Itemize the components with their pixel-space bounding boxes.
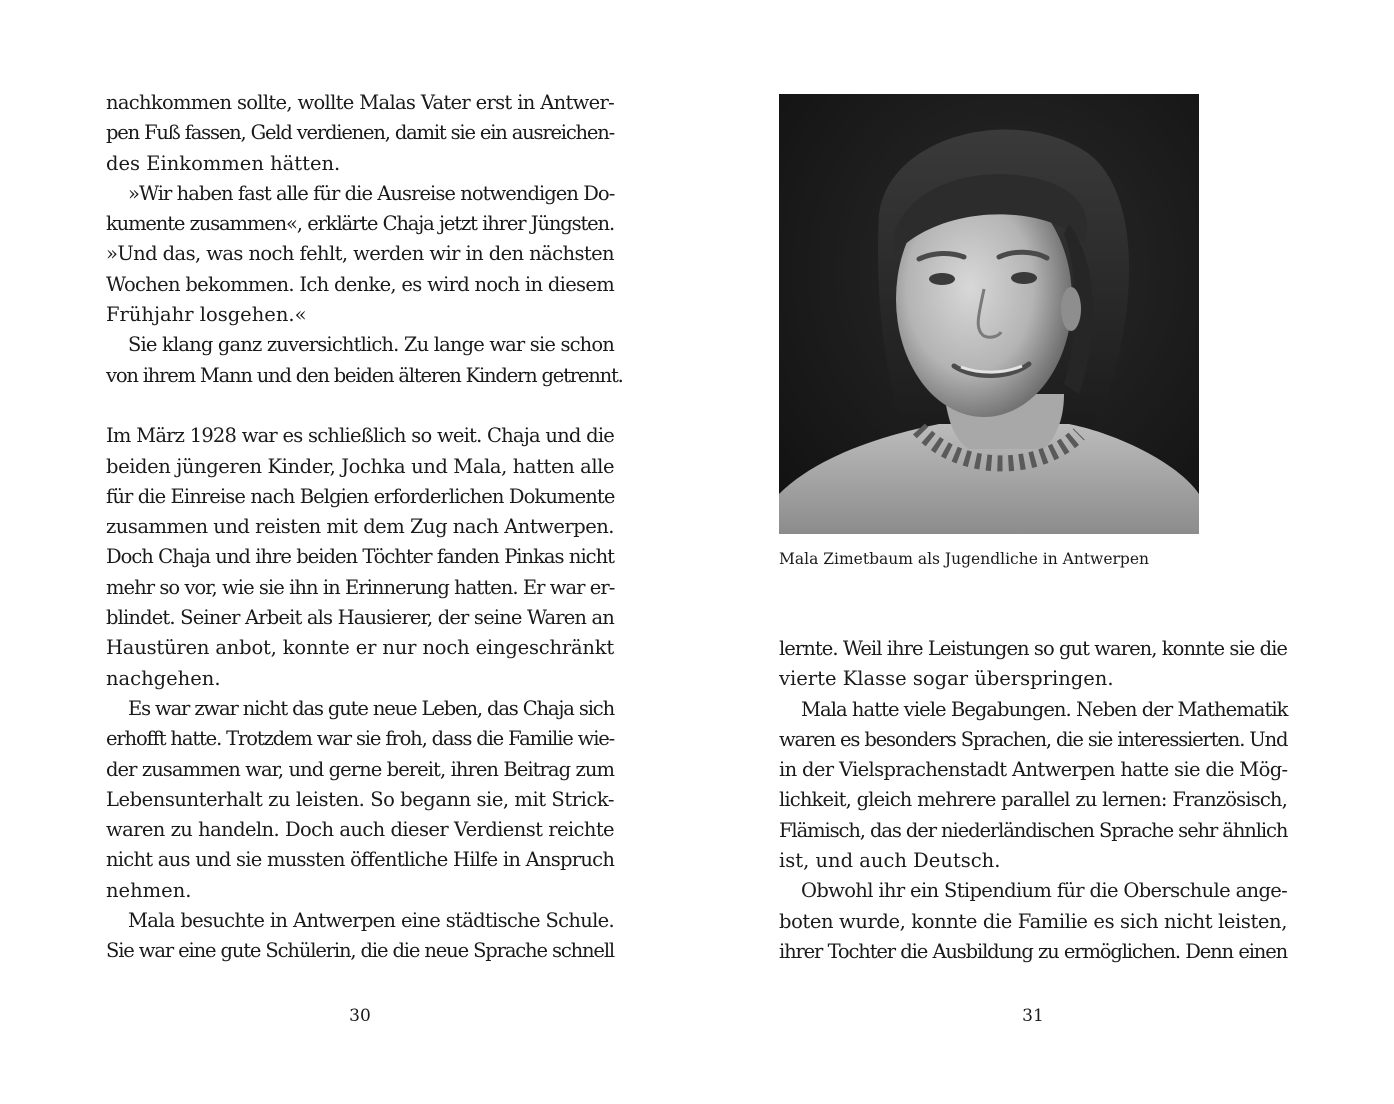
text-line: beiden jüngeren Kinder, Jochka und Mala, hatten alle: [106, 454, 615, 478]
text-line: nachkommen sollte, wollte Malas Vater erst in Antwer-: [106, 91, 614, 114]
text-line: Haustüren anbot, konnte er nur noch eingeschränkt: [106, 636, 614, 660]
text-line: Mala besuchte in Antwerpen eine städtische Schule.: [128, 909, 614, 933]
text-line: Obwohl ihr ein Stipendium für die Oberschule ange-: [801, 879, 1288, 903]
text-line: Flämisch, das der niederländischen Sprache sehr ähnlich: [779, 818, 1288, 842]
text-line: ihrer Tochter die Ausbildung zu ermöglichen. Denn einen: [779, 939, 1287, 963]
right-page: [697, 0, 1394, 1104]
text-line: erhofft hatte. Trotzdem war sie froh, dass die Familie wie-: [106, 727, 615, 751]
text-line: vierte Klasse sogar überspringen.: [779, 667, 1114, 691]
text-line: Doch Chaja und ihre beiden Töchter fanden Pinkas nicht: [106, 545, 614, 569]
text-line: pen Fuß fassen, Geld verdienen, damit sie ein ausreichen-: [106, 121, 614, 145]
text-line: zusammen und reisten mit dem Zug nach Antwerpen.: [106, 515, 614, 539]
page-number: 31: [1022, 1006, 1044, 1026]
text-line: ist, und auch Deutsch.: [779, 849, 1001, 873]
text-line: boten wurde, konnte die Familie es sich nicht leisten,: [779, 909, 1287, 933]
text-line: »Und das, was noch fehlt, werden wir in den nächsten: [106, 242, 614, 266]
text-line: Es war zwar nicht das gute neue Leben, das Chaja sich: [128, 696, 614, 720]
text-line: Mala hatte viele Begabungen. Neben der Mathematik: [801, 697, 1288, 721]
text-line: mehr so vor, wie sie ihn in Erinnerung hatten. Er war er-: [106, 575, 615, 599]
text-line: des Einkommen hätten.: [106, 151, 341, 175]
text-line: nachgehen.: [106, 666, 221, 690]
text-line: Sie klang ganz zuversichtlich. Zu lange war sie schon: [128, 333, 614, 357]
text-line: blindet. Seiner Arbeit als Hausierer, der seine Waren an: [106, 606, 614, 630]
text-line: nicht aus und sie mussten öffentliche Hilfe in Anspruch: [106, 848, 615, 872]
text-line: Lebensunterhalt zu leisten. So begann sie, mit Strick-: [106, 787, 614, 811]
text-line: »Wir haben fast alle für die Ausreise notwendigen Do-: [128, 181, 615, 205]
portrait-photo: [779, 94, 1199, 534]
text-line: nehmen.: [106, 878, 192, 902]
text-line: Frühjahr losgehen.«: [106, 303, 307, 327]
text-line: Wochen bekommen. Ich denke, es wird noch in diesem: [106, 272, 614, 296]
text-line: der zusammen war, und gerne bereit, ihren Beitrag zum: [106, 757, 614, 781]
photo-caption: Mala Zimetbaum als Jugendliche in Antwerpen: [779, 550, 1149, 568]
text-line: für die Einreise nach Belgien erforderlichen Dokumente: [106, 484, 615, 508]
text-line: von ihrem Mann und den beiden älteren Kindern getrennt.: [106, 363, 623, 387]
text-line: Sie war eine gute Schülerin, die die neue Sprache schnell: [106, 939, 614, 963]
page-number: 30: [349, 1006, 371, 1026]
right-text-column: [779, 634, 1287, 967]
text-line: waren es besonders Sprachen, die sie interessierten. Und: [779, 727, 1288, 751]
text-line: waren zu handeln. Doch auch dieser Verdienst reichte: [106, 818, 614, 842]
section-break: [106, 391, 614, 421]
text-line: kumente zusammen«, erklärte Chaja jetzt ihrer Jüngsten.: [106, 212, 614, 236]
text-line: lichkeit, gleich mehrere parallel zu lernen: Französisch,: [779, 788, 1287, 812]
text-line: lernte. Weil ihre Leistungen so gut waren, konnte sie die: [779, 637, 1287, 660]
text-line: Im März 1928 war es schließlich so weit. Chaja und die: [106, 424, 614, 448]
text-line: in der Vielsprachenstadt Antwerpen hatte sie die Mög-: [779, 758, 1288, 782]
left-text-column: [106, 88, 623, 967]
